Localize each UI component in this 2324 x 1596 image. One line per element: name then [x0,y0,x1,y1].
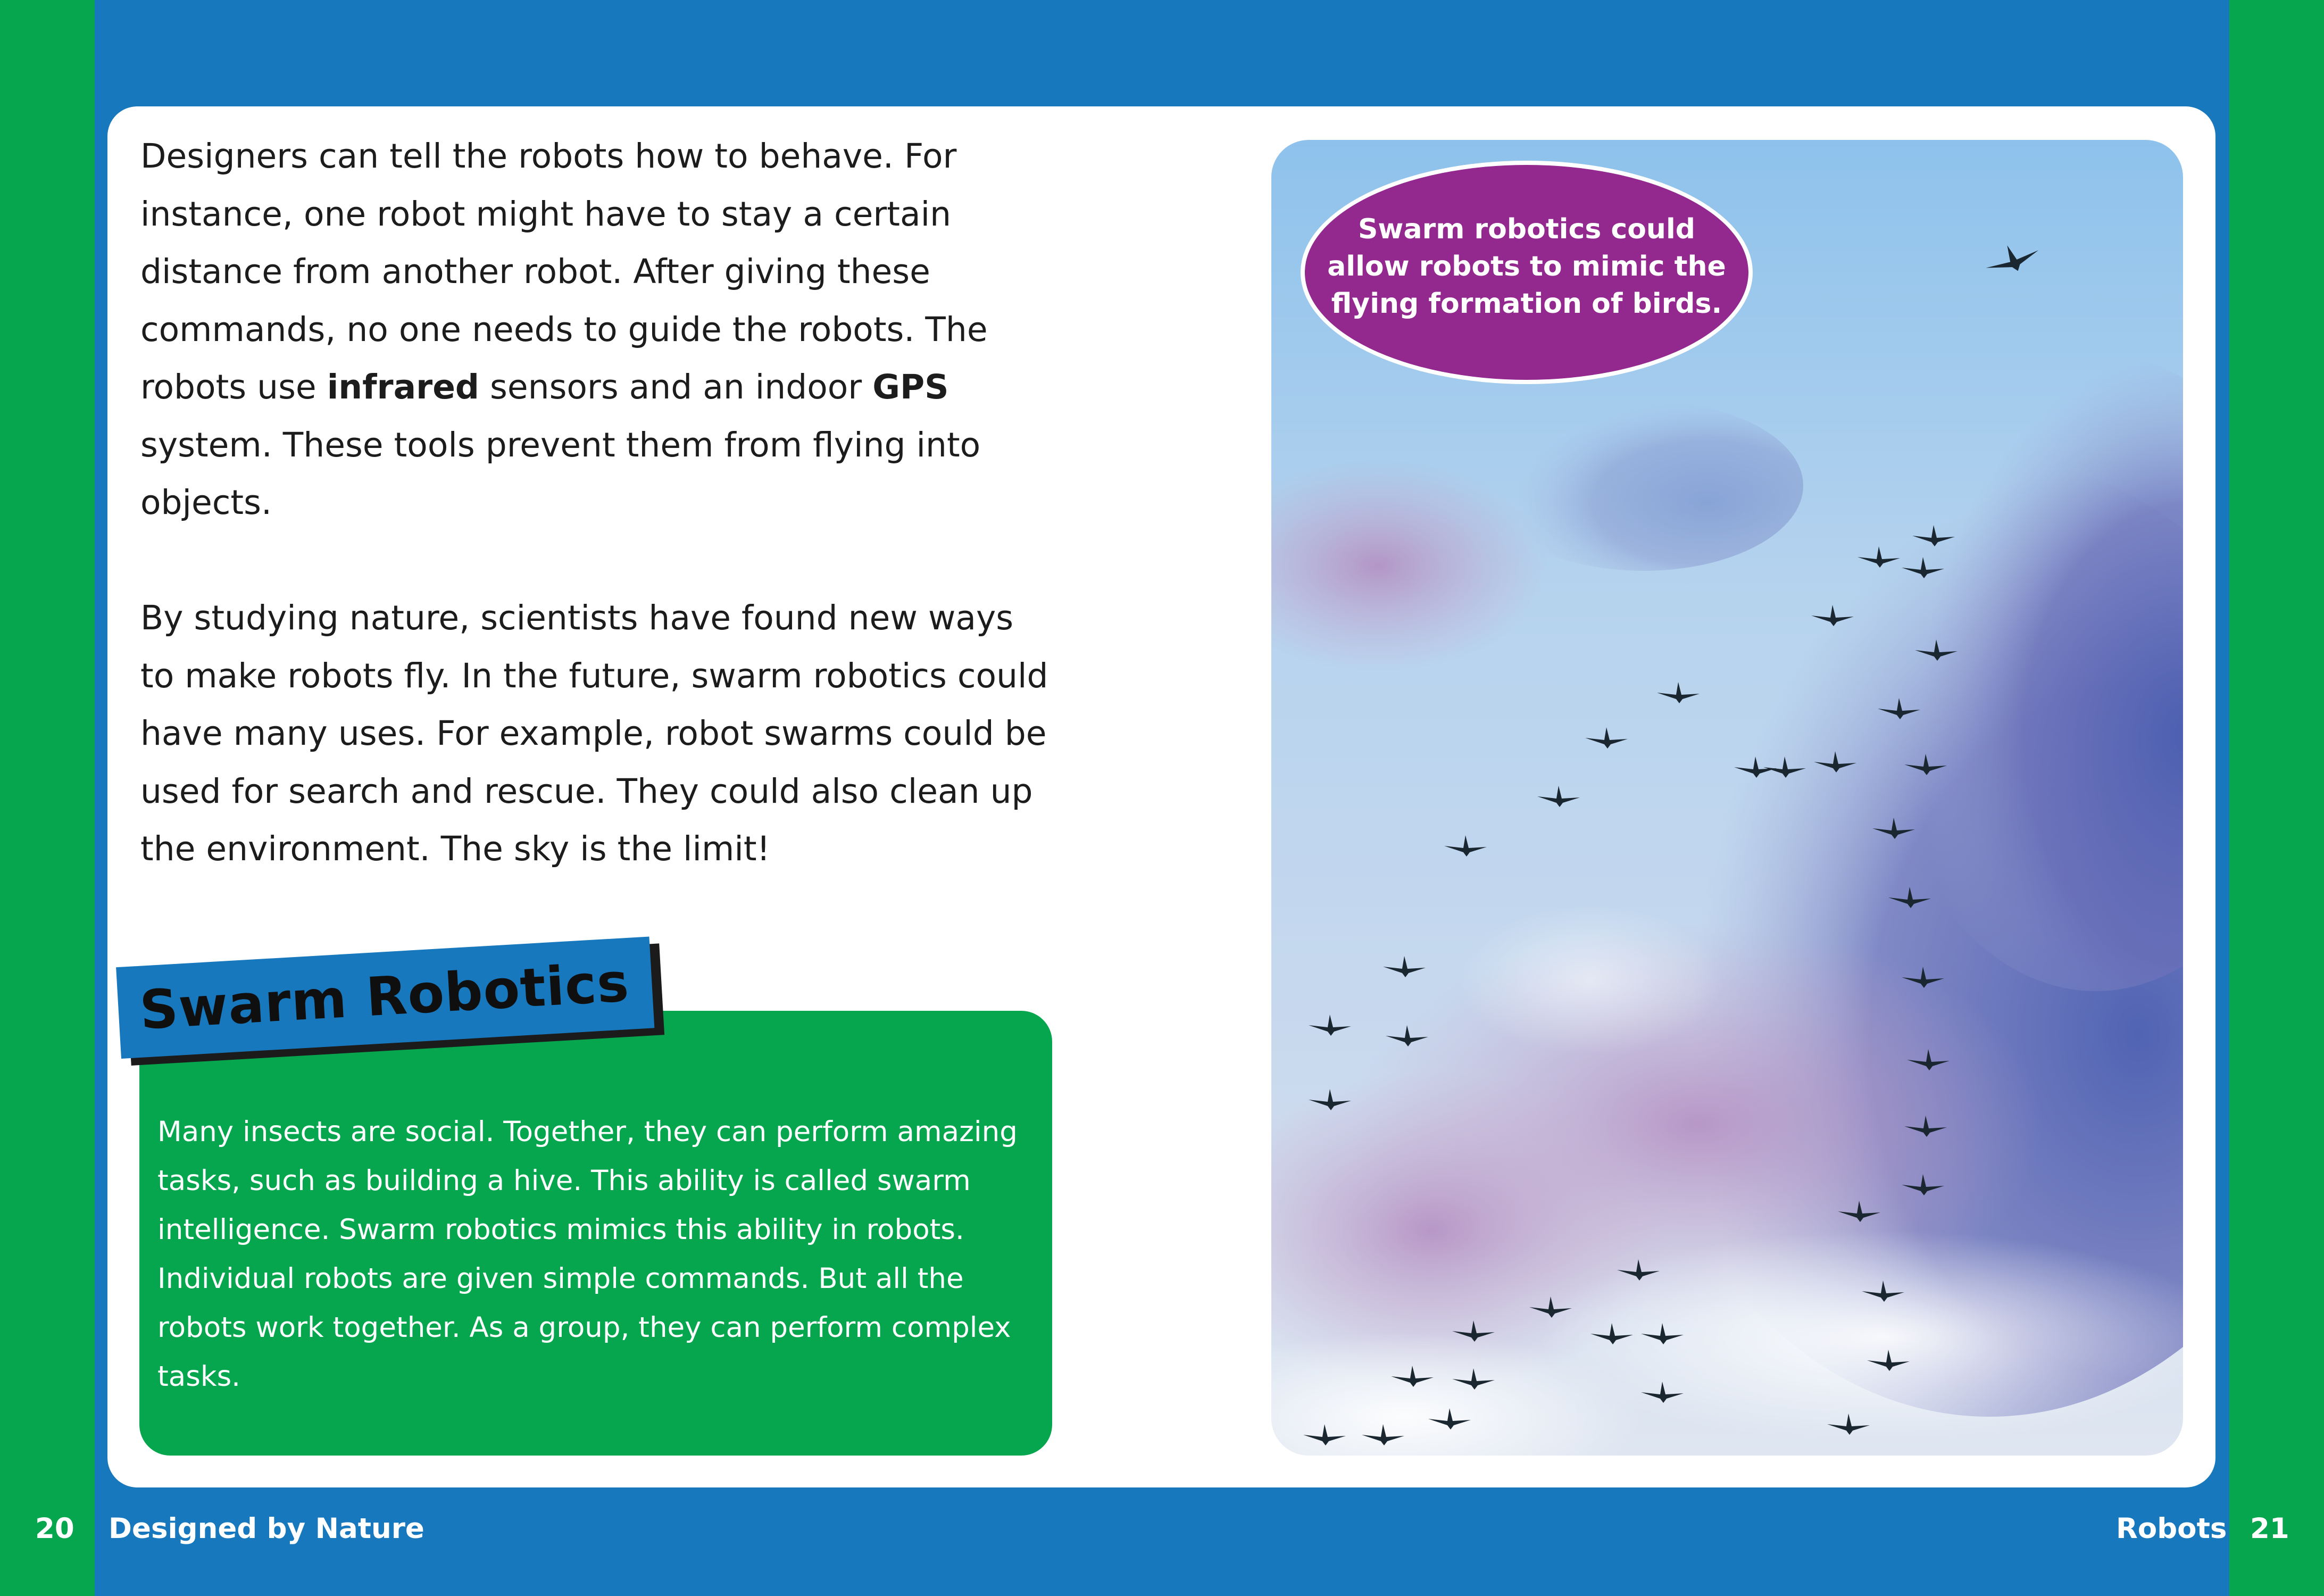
left-margin-strip [0,0,95,1596]
left-page-number: 20 [35,1512,74,1545]
body-paragraph-1: Designers can tell the robots how to behave. For instance, one robot might have to stay a certain distance from another robot. After giving these commands, no one needs to guide the robots. The robots use infrared sensors and an indoor GPS system. These tools prevent them from flying into objects. [140,137,988,522]
sidebar-heading: Swarm Robotics [138,951,631,1042]
body-text [140,128,1055,878]
sidebar-box-text: Many insects are social. Together, they can perform amazing tasks, such as building a hive. This ability is called swarm intelligence. Swarm robotics mimics this ability in robots. Individual robots are given simple commands. But all the robots work together. As a group, they can perform complex tasks. [157,1116,1018,1393]
keyword-gps: GPS [872,368,949,406]
left-running-title: Designed by Nature [109,1512,424,1545]
keyword-infrared: infrared [327,368,480,406]
photo-caption: Swarm robotics could allow robots to mimic the flying formation of birds. [1327,213,1726,320]
right-margin-strip [2229,0,2324,1596]
right-running-title: Robots [2116,1512,2227,1545]
right-page-number: 21 [2250,1512,2289,1545]
body-paragraph-2: By studying nature, scientists have found new ways to make robots fly. In the future, swarm robotics could have many uses. For example, robot swarms could be used for search and rescue. They could also clean up the environment. The sky is the limit! [140,598,1048,868]
